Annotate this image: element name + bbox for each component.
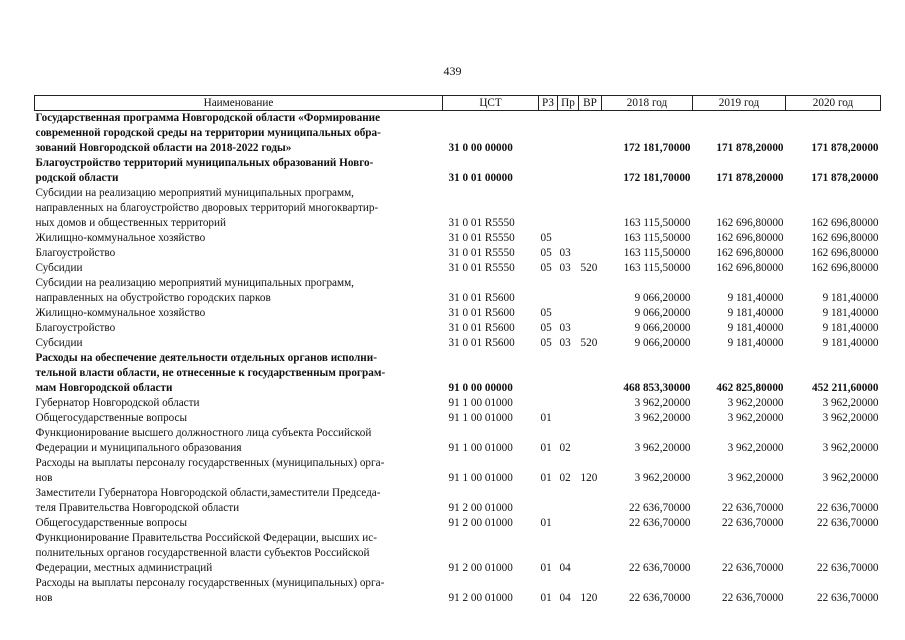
table-row bbox=[35, 486, 881, 516]
row-amount-2019: 3 962,20000 bbox=[727, 397, 784, 409]
row-rz bbox=[539, 276, 558, 306]
row-cst: 31 0 01 00000 bbox=[448, 172, 513, 184]
table-row bbox=[35, 411, 881, 426]
header-cst: ЦСТ bbox=[443, 96, 539, 111]
row-amount-2019: 22 636,70000 bbox=[721, 502, 784, 514]
row-vr bbox=[579, 411, 602, 426]
row-amount-2020: 22 636,70000 bbox=[816, 517, 879, 529]
row-vr: 520 bbox=[580, 262, 598, 274]
row-pr: 04 bbox=[559, 592, 571, 604]
row-pr: 03 bbox=[559, 262, 571, 274]
row-amount-2020: 452 211,60000 bbox=[811, 382, 879, 394]
row-vr bbox=[579, 156, 602, 186]
row-pr: 03 bbox=[559, 337, 571, 349]
row-amount-2018: 172 181,70000 bbox=[623, 142, 691, 154]
row-amount-2018: 9 066,20000 bbox=[634, 337, 691, 349]
row-cst: 91 1 00 01000 bbox=[448, 472, 513, 484]
row-cst: 31 0 01 R5550 bbox=[448, 247, 515, 259]
row-rz: 01 bbox=[540, 562, 552, 574]
row-amount-2019: 22 636,70000 bbox=[721, 592, 784, 604]
row-pr bbox=[558, 396, 579, 411]
row-vr bbox=[579, 246, 602, 261]
row-cst: 31 0 01 R5550 bbox=[448, 232, 515, 244]
row-amount-2020: 9 181,40000 bbox=[822, 322, 879, 334]
row-cst: 91 1 00 01000 bbox=[448, 412, 513, 424]
row-amount-2019: 9 181,40000 bbox=[727, 292, 784, 304]
header-2019: 2019 год bbox=[693, 96, 786, 111]
row-pr: 03 bbox=[559, 247, 571, 259]
table-row bbox=[35, 156, 881, 186]
row-cst: 31 0 01 R5600 bbox=[448, 337, 515, 349]
row-name: Жилищно-коммунальное хозяйство bbox=[35, 232, 206, 244]
row-rz: 05 bbox=[540, 337, 552, 349]
row-cst: 31 0 01 R5600 bbox=[448, 322, 515, 334]
row-amount-2019: 171 878,20000 bbox=[716, 172, 784, 184]
row-amount-2019: 171 878,20000 bbox=[716, 142, 784, 154]
row-vr bbox=[579, 276, 602, 306]
row-rz: 05 bbox=[540, 322, 552, 334]
table-row bbox=[35, 351, 881, 396]
row-vr bbox=[579, 486, 602, 516]
row-rz: 01 bbox=[540, 442, 552, 454]
row-cst: 31 0 01 R5600 bbox=[448, 307, 515, 319]
table-row bbox=[35, 531, 881, 576]
row-amount-2020: 22 636,70000 bbox=[816, 502, 879, 514]
row-vr: 120 bbox=[580, 592, 598, 604]
row-amount-2019: 162 696,80000 bbox=[716, 262, 784, 274]
row-vr bbox=[579, 531, 602, 576]
row-cst: 91 2 00 01000 bbox=[448, 592, 513, 604]
row-amount-2019: 9 181,40000 bbox=[727, 307, 784, 319]
row-rz bbox=[539, 186, 558, 231]
row-pr bbox=[558, 231, 579, 246]
table-row bbox=[35, 336, 881, 351]
row-amount-2018: 9 066,20000 bbox=[634, 292, 691, 304]
row-amount-2020: 162 696,80000 bbox=[811, 247, 879, 259]
row-rz: 05 bbox=[540, 232, 552, 244]
row-name: Субсидии на реализацию мероприятий муниципальных программ, направленных на благоустройство дворовых территорий многоквартир- ных домов и общественных территорий bbox=[35, 187, 379, 229]
table-row bbox=[35, 276, 881, 306]
row-name: Губернатор Новгородской области bbox=[35, 397, 200, 409]
row-amount-2020: 171 878,20000 bbox=[811, 142, 879, 154]
header-2020: 2020 год bbox=[786, 96, 881, 111]
table-row bbox=[35, 516, 881, 531]
row-vr bbox=[579, 321, 602, 336]
row-pr bbox=[558, 516, 579, 531]
table-row bbox=[35, 306, 881, 321]
table-row bbox=[35, 111, 881, 157]
row-vr bbox=[579, 426, 602, 456]
header-pr: Пр bbox=[558, 96, 579, 111]
row-amount-2018: 9 066,20000 bbox=[634, 322, 691, 334]
row-pr: 02 bbox=[559, 472, 571, 484]
row-amount-2019: 22 636,70000 bbox=[721, 517, 784, 529]
row-amount-2019: 3 962,20000 bbox=[727, 472, 784, 484]
row-cst: 91 1 00 01000 bbox=[448, 442, 513, 454]
row-pr bbox=[558, 351, 579, 396]
row-name: Функционирование высшего должностного лица субъекта Российской Федерации и муниципального образования bbox=[35, 427, 372, 454]
row-amount-2020: 3 962,20000 bbox=[822, 397, 879, 409]
row-vr bbox=[579, 111, 602, 157]
budget-table bbox=[34, 95, 881, 606]
row-rz: 05 bbox=[540, 247, 552, 259]
row-cst: 31 0 01 R5550 bbox=[448, 262, 515, 274]
row-rz: 01 bbox=[540, 592, 552, 604]
page-number: 439 bbox=[443, 64, 462, 78]
row-amount-2018: 3 962,20000 bbox=[634, 412, 691, 424]
table-header-row bbox=[35, 96, 881, 111]
table-row bbox=[35, 396, 881, 411]
row-name: Благоустройство bbox=[35, 322, 116, 334]
row-amount-2018: 172 181,70000 bbox=[623, 172, 691, 184]
row-amount-2020: 9 181,40000 bbox=[822, 337, 879, 349]
row-name: Субсидии на реализацию мероприятий муниципальных программ, направленных на обустройство городских парков bbox=[35, 277, 354, 304]
row-name: Общегосударственные вопросы bbox=[35, 412, 188, 424]
row-rz bbox=[539, 486, 558, 516]
row-amount-2019: 9 181,40000 bbox=[727, 322, 784, 334]
row-amount-2018: 3 962,20000 bbox=[634, 442, 691, 454]
row-name: Благоустройство территорий муниципальных образований Новго- родской области bbox=[35, 157, 374, 184]
row-vr bbox=[579, 516, 602, 531]
row-amount-2019: 3 962,20000 bbox=[727, 442, 784, 454]
row-pr bbox=[558, 411, 579, 426]
row-vr bbox=[579, 186, 602, 231]
row-amount-2019: 162 696,80000 bbox=[716, 247, 784, 259]
row-amount-2020: 3 962,20000 bbox=[822, 442, 879, 454]
row-amount-2020: 171 878,20000 bbox=[811, 172, 879, 184]
row-amount-2020: 162 696,80000 bbox=[811, 262, 879, 274]
row-vr: 520 bbox=[580, 337, 598, 349]
row-amount-2020: 9 181,40000 bbox=[822, 292, 879, 304]
row-amount-2019: 162 696,80000 bbox=[716, 232, 784, 244]
row-amount-2020: 9 181,40000 bbox=[822, 307, 879, 319]
table-row bbox=[35, 246, 881, 261]
row-vr: 120 bbox=[580, 472, 598, 484]
row-amount-2020: 22 636,70000 bbox=[816, 592, 879, 604]
row-amount-2019: 3 962,20000 bbox=[727, 412, 784, 424]
row-name: Государственная программа Новгородской области «Формирование современной городской среды на территории муниципальных обра- зований Новгородской области на 2018-2022 годы» bbox=[35, 112, 381, 154]
table-row bbox=[35, 231, 881, 246]
row-name: Расходы на выплаты персоналу государственных (муниципальных) орга- нов bbox=[35, 577, 385, 604]
header-name: Наименование bbox=[35, 96, 443, 111]
table-row bbox=[35, 426, 881, 456]
row-amount-2020: 3 962,20000 bbox=[822, 412, 879, 424]
row-cst: 91 2 00 01000 bbox=[448, 517, 513, 529]
row-name: Заместители Губернатора Новгородской области,заместители Председа- теля Правительства Новгородской области bbox=[35, 487, 381, 514]
table-row bbox=[35, 186, 881, 231]
row-vr bbox=[579, 231, 602, 246]
row-cst: 91 1 00 01000 bbox=[448, 397, 513, 409]
row-pr: 02 bbox=[559, 442, 571, 454]
row-amount-2018: 22 636,70000 bbox=[628, 592, 691, 604]
row-rz: 05 bbox=[540, 307, 552, 319]
row-rz: 01 bbox=[540, 472, 552, 484]
row-amount-2018: 22 636,70000 bbox=[628, 562, 691, 574]
row-amount-2018: 163 115,50000 bbox=[623, 232, 691, 244]
row-amount-2018: 22 636,70000 bbox=[628, 502, 691, 514]
row-amount-2019: 162 696,80000 bbox=[716, 217, 784, 229]
row-name: Субсидии bbox=[35, 262, 83, 274]
row-name: Общегосударственные вопросы bbox=[35, 517, 188, 529]
row-amount-2019: 22 636,70000 bbox=[721, 562, 784, 574]
row-pr bbox=[558, 111, 579, 157]
row-name: Благоустройство bbox=[35, 247, 116, 259]
row-amount-2019: 462 825,80000 bbox=[716, 382, 784, 394]
row-name: Функционирование Правительства Российской Федерации, высших ис- полнительных органов государственной власти субъектов Российской Федерации, местных администраций bbox=[35, 532, 377, 574]
table-row bbox=[35, 456, 881, 486]
row-pr bbox=[558, 186, 579, 231]
header-vr: ВР bbox=[579, 96, 602, 111]
row-amount-2020: 22 636,70000 bbox=[816, 562, 879, 574]
row-amount-2020: 162 696,80000 bbox=[811, 217, 879, 229]
header-rz: РЗ bbox=[539, 96, 558, 111]
row-name: Субсидии bbox=[35, 337, 83, 349]
row-amount-2018: 163 115,50000 bbox=[623, 262, 691, 274]
row-pr bbox=[558, 156, 579, 186]
row-cst: 31 0 01 R5600 bbox=[448, 292, 515, 304]
row-cst: 91 2 00 01000 bbox=[448, 562, 513, 574]
header-2018: 2018 год bbox=[602, 96, 693, 111]
row-amount-2018: 3 962,20000 bbox=[634, 472, 691, 484]
row-rz: 01 bbox=[540, 412, 552, 424]
row-amount-2020: 3 962,20000 bbox=[822, 472, 879, 484]
row-cst: 31 0 00 00000 bbox=[448, 142, 513, 154]
row-pr: 04 bbox=[559, 562, 571, 574]
row-amount-2018: 163 115,50000 bbox=[623, 217, 691, 229]
row-vr bbox=[579, 306, 602, 321]
row-pr bbox=[558, 276, 579, 306]
row-vr bbox=[579, 396, 602, 411]
row-rz bbox=[539, 156, 558, 186]
row-rz bbox=[539, 396, 558, 411]
row-amount-2018: 468 853,30000 bbox=[623, 382, 691, 394]
table-row bbox=[35, 576, 881, 606]
row-pr: 03 bbox=[559, 322, 571, 334]
row-rz: 01 bbox=[540, 517, 552, 529]
row-rz: 05 bbox=[540, 262, 552, 274]
table-row bbox=[35, 321, 881, 336]
row-amount-2018: 9 066,20000 bbox=[634, 307, 691, 319]
row-cst: 31 0 01 R5550 bbox=[448, 217, 515, 229]
row-vr bbox=[579, 351, 602, 396]
row-rz bbox=[539, 351, 558, 396]
row-cst: 91 2 00 01000 bbox=[448, 502, 513, 514]
row-name: Расходы на обеспечение деятельности отдельных органов исполни- тельной власти области, не отнесенные к государственным програм- мам Новгородской области bbox=[35, 352, 386, 394]
row-rz bbox=[539, 111, 558, 157]
row-name: Расходы на выплаты персоналу государственных (муниципальных) орга- нов bbox=[35, 457, 385, 484]
row-pr bbox=[558, 486, 579, 516]
row-amount-2020: 162 696,80000 bbox=[811, 232, 879, 244]
row-pr bbox=[558, 306, 579, 321]
table-row bbox=[35, 261, 881, 276]
row-amount-2018: 22 636,70000 bbox=[628, 517, 691, 529]
row-cst: 91 0 00 00000 bbox=[448, 382, 513, 394]
row-name: Жилищно-коммунальное хозяйство bbox=[35, 307, 206, 319]
row-amount-2018: 163 115,50000 bbox=[623, 247, 691, 259]
row-amount-2019: 9 181,40000 bbox=[727, 337, 784, 349]
row-amount-2018: 3 962,20000 bbox=[634, 397, 691, 409]
